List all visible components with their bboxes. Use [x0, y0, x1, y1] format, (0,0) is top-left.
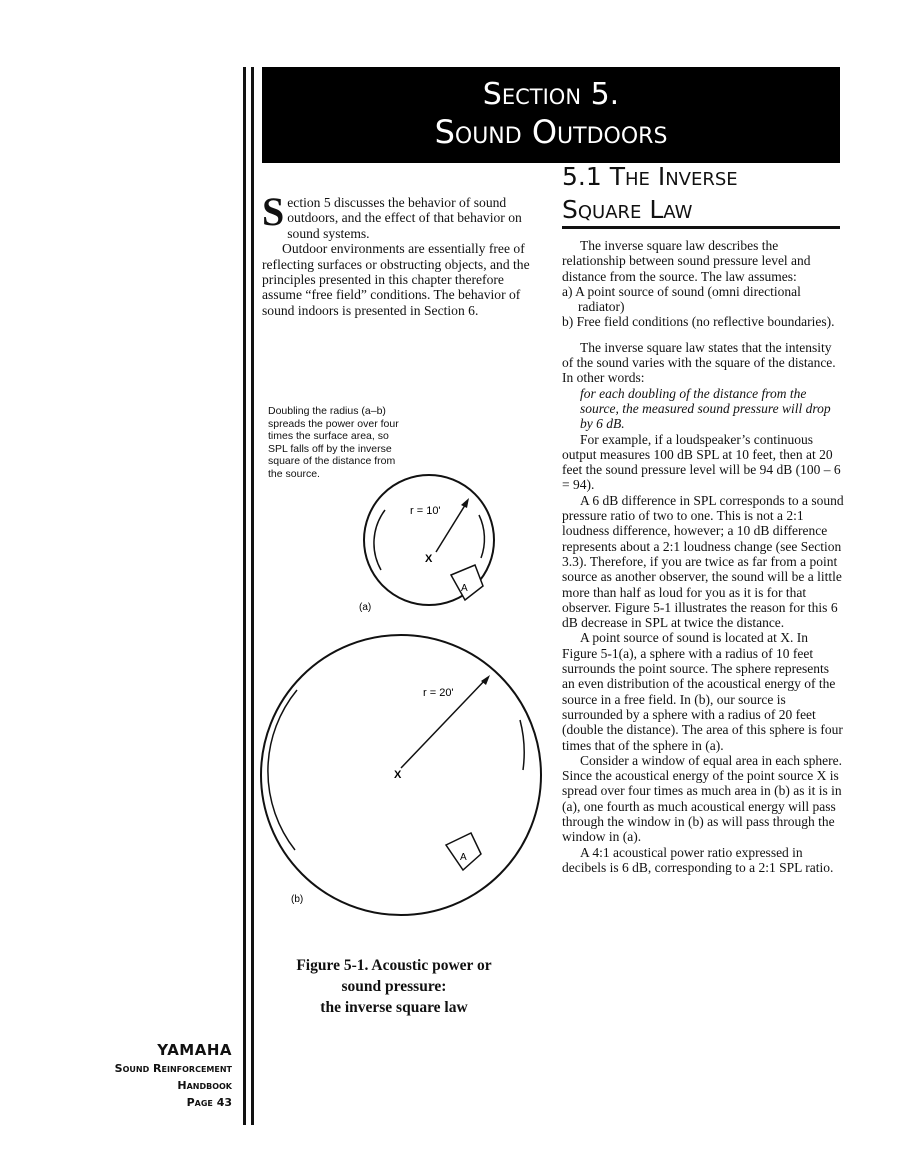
body-paragraph-7: A 4:1 acoustical power ratio expressed in decibels is 6 dB, corresponding to a 2:1 SPL ratio.	[562, 844, 834, 875]
caption-line-1: Figure 5-1. Acoustic power or	[296, 957, 492, 974]
intro-paragraph-1	[262, 189, 532, 241]
banner-line-2: Sound Outdoors	[434, 113, 668, 151]
radius-label-a: r = 10'	[410, 505, 441, 517]
intro-paragraph-1-text: ection 5 discusses the behavior of sound outdoors, and the effect of that behavior on sound systems.	[287, 195, 522, 241]
margin-rule-left	[243, 67, 246, 1125]
sphere-a-inner-arc-right	[479, 515, 484, 558]
radius-arrowhead-a	[461, 498, 469, 508]
panel-label-a: (a)	[359, 602, 372, 613]
body-paragraph-6: Consider a window of equal area in each sphere. Since the acoustical energy of the point source X is spread over four times as much area in (b) as it is in (a), one fourth as much acoustical energy will pass through the window in (b) as will pass through the window in (a).	[562, 752, 843, 845]
caption-line-2: sound pressure:	[341, 978, 447, 995]
panel-label-b: (b)	[291, 894, 304, 905]
body-paragraph-5: A point source of sound is located at X. In Figure 5-1(a), a sphere with a radius of 10 feet surrounds the point source. The sphere represents an even distribution of the acoustical energy of the source in a free field. In (b), our source is surrounded by a sphere with a radius of 20 feet (double the distance). The area of this sphere is four times that of the sphere in (a).	[562, 630, 843, 753]
rule-quote: for each doubling of the distance from the source, the measured sound pressure will drop by 6 dB.	[580, 385, 831, 432]
sphere-b-inner-arc-right	[520, 720, 524, 770]
intro-paragraph-2: Outdoor environments are essentially free of reflecting surfaces or obstructing objects, and the principles presented in this chapter therefore assume “free field” conditions. The behavior of sound indoors is presented in Section 6.	[262, 241, 530, 318]
section-heading	[562, 160, 842, 229]
book-title-line-1: Sound Reinforcement	[114, 1062, 232, 1075]
window-label-a: A	[461, 583, 468, 594]
section-heading-line-1: 5.1 The Inverse	[562, 162, 738, 191]
banner-line-1: Section 5.	[482, 77, 620, 112]
sphere-b-inner-arc-left	[268, 690, 297, 850]
margin-rule-right	[251, 67, 254, 1125]
body-paragraph-2: The inverse square law states that the intensity of the sound varies with the square of the distance. In other words:	[562, 339, 836, 386]
radius-label-b: r = 20'	[423, 687, 454, 699]
brand-name: YAMAHA	[157, 1041, 232, 1059]
sphere-a-inner-arc-left	[374, 510, 385, 570]
radius-arrow-a	[436, 502, 467, 552]
section-heading-line-2: Square Law	[562, 195, 693, 224]
window-label-b: A	[460, 852, 467, 863]
left-column-intro	[262, 189, 532, 318]
drop-cap: S	[262, 189, 285, 234]
section-banner	[262, 67, 840, 163]
figure-note: Doubling the radius (a–b) spreads the power over four times the surface area, so SPL falls off by the inverse square of the distance from the source.	[268, 405, 399, 480]
book-title-line-2: Handbook	[177, 1079, 232, 1092]
assumption-a: a) A point source of sound (omni directional radiator)	[562, 283, 801, 315]
figure-caption	[278, 955, 510, 1018]
body-paragraph-3: For example, if a loudspeaker’s continuous output measures 100 dB SPL at 10 feet, then at 20 feet the sound pressure level will be 94 dB (100 – 6 = 94).	[562, 431, 841, 493]
heading-underline	[562, 226, 840, 229]
source-label-b: X	[394, 769, 402, 781]
publisher-footer	[115, 1040, 232, 1111]
figure-5-1-diagram	[255, 470, 555, 920]
body-paragraph-4: A 6 dB difference in SPL corresponds to a sound pressure ratio of two to one. This is not a 2:1 loudness difference, however; a 10 dB difference represents about a 2:1 loudness change (see Section 3.3). Therefore, if you are twice as far from a point source as another observer, the sound will be a little more than half as loud for you as it is for that observer. Figure 5-1 illustrates the reason for this 6 dB decrease in SPL at twice the distance.	[562, 492, 844, 631]
body-paragraph-1: The inverse square law describes the relationship between sound pressure level and distance from the source. The law assumes:	[562, 238, 811, 284]
caption-line-3: the inverse square law	[320, 999, 468, 1016]
source-label-a: X	[425, 553, 433, 565]
page-number: Page 43	[186, 1096, 232, 1109]
right-column-body	[562, 238, 844, 875]
assumption-b: b) Free field conditions (no reflective boundaries).	[562, 314, 835, 330]
